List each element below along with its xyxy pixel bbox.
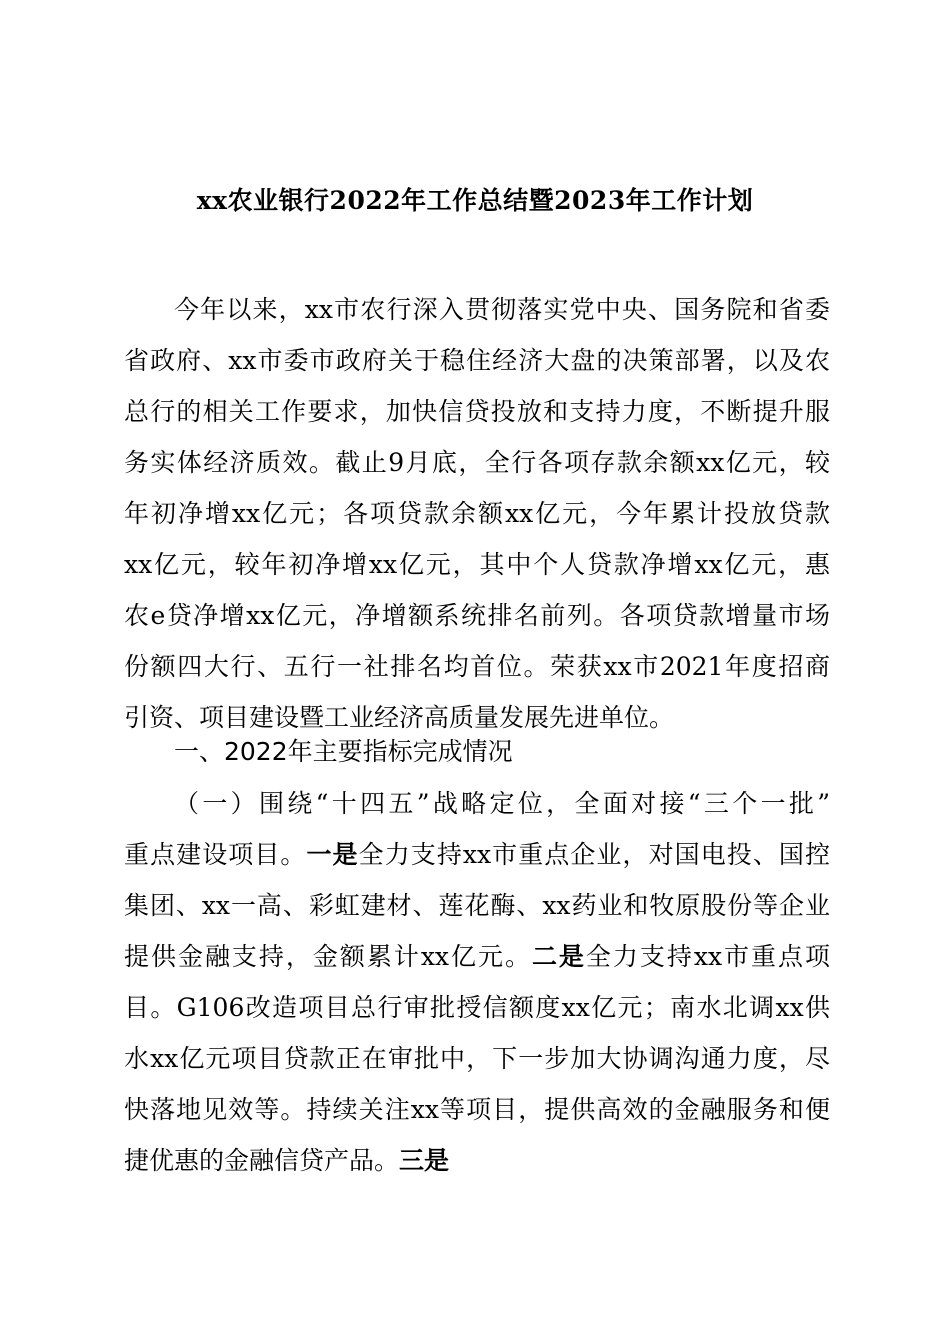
- paragraph-line: 快落地见效等。持续关注xx等项目，提供高效的金融服务和便: [124, 1095, 830, 1124]
- paragraph-line: 年初净增xx亿元；各项贷款余额xx亿元，今年累计投放贷款: [124, 499, 830, 528]
- subsection-heading-end: 重点建设项目。: [124, 840, 307, 869]
- paragraph-line: [124, 1135, 830, 1186]
- text-run: 全力支持xx市重点项: [585, 942, 830, 971]
- paragraph-line: 引资、项目建设暨工业经济高质量发展先进单位。: [124, 703, 675, 732]
- paragraph-line: 今年以来，xx市农行深入贯彻落实党中央、国务院和省委: [174, 295, 830, 324]
- section-heading: 一、2022年主要指标完成情况: [174, 737, 513, 766]
- text-run: 全力支持xx市重点企业，对国电投、国控: [358, 840, 830, 869]
- paragraph-line: 总行的相关工作要求，加快信贷投放和支持力度，不断提升服: [124, 397, 830, 426]
- document-title: xx农业银行2022年工作总结暨2023年工作计划: [196, 186, 754, 215]
- paragraph-line: 务实体经济质效。截止9月底，全行各项存款余额xx亿元，较: [124, 448, 830, 477]
- text-run: 捷优惠的金融信贷产品。: [124, 1146, 400, 1175]
- subsection-paragraph: [124, 778, 830, 1186]
- intro-paragraph: [124, 284, 830, 743]
- paragraph-line: 目。G106改造项目总行审批授信额度xx亿元；南水北调xx供: [124, 993, 830, 1022]
- bold-marker: 一是: [306, 840, 359, 869]
- paragraph-line: xx亿元，较年初净增xx亿元，其中个人贷款净增xx亿元，惠: [124, 550, 830, 579]
- paragraph-line: 水xx亿元项目贷款正在审批中，下一步加大协调沟通力度，尽: [124, 1044, 830, 1073]
- paragraph-line: 份额四大行、五行一社排名均首位。荣获xx市2021年度招商: [124, 652, 830, 681]
- paragraph-line: 集团、xx一高、彩虹建材、莲花酶、xx药业和牧原股份等企业: [124, 891, 830, 920]
- paragraph-line: 农e贷净增xx亿元，净增额系统排名前列。各项贷款增量市场: [124, 601, 830, 630]
- bold-marker: 二是: [531, 942, 586, 971]
- paragraph-line: （一）围绕“十四五”战略定位，全面对接“三个一批”: [174, 789, 830, 818]
- paragraph-line: [124, 829, 830, 880]
- paragraph-line: 省政府、xx市委市政府关于稳住经济大盘的决策部署，以及农: [124, 346, 830, 375]
- text-run: 提供金融支持，金额累计xx亿元。: [124, 942, 532, 971]
- paragraph-line: [124, 931, 830, 982]
- bold-marker: 三是: [399, 1146, 450, 1175]
